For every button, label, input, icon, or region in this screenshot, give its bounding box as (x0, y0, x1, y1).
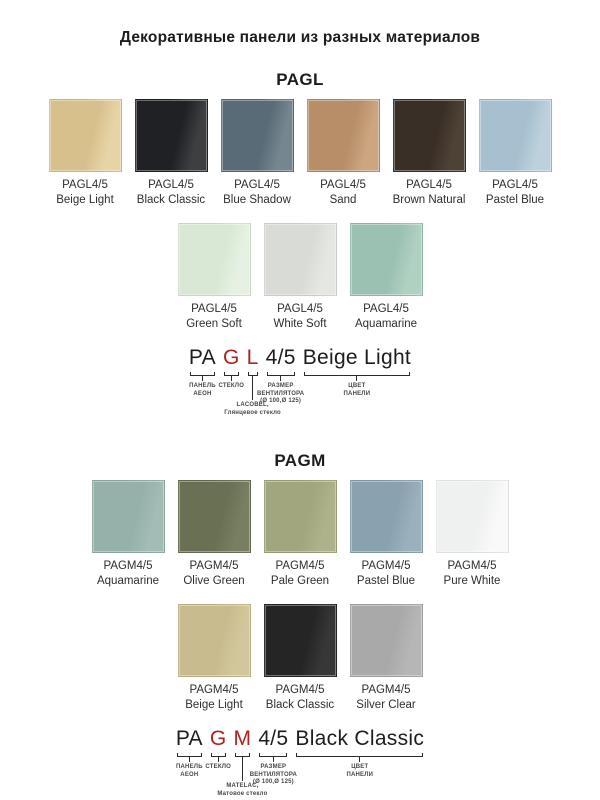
legend-segment-color (295, 727, 424, 779)
legend-label-line: РАЗМЕР (260, 764, 287, 770)
color-chip (178, 604, 251, 677)
swatch-caption (459, 178, 572, 208)
legend-label-line: Глянцевое стекло (224, 409, 281, 416)
pointer-line (280, 376, 281, 381)
pointer-line (202, 376, 203, 381)
page-title: Декоративные панели из разных материалов (119, 29, 481, 46)
swatch-pagm-pure-white (436, 480, 509, 589)
color-chip (350, 604, 423, 677)
swatch-name: Green Soft (186, 318, 242, 330)
legend-code-text: L (246, 346, 259, 369)
swatch-code: PAGL4/5 (277, 303, 323, 315)
color-chip (350, 223, 423, 296)
color-chip (393, 99, 466, 172)
legend-code-text: M (233, 727, 252, 750)
legend-label-line: ЦВЕТ (351, 764, 369, 770)
color-chip (135, 99, 208, 172)
swatch-pagl-pastel-blue (479, 99, 552, 208)
legend-segment-g (205, 727, 231, 772)
legend-code-text: G (222, 346, 240, 369)
swatch-name: Pure White (443, 575, 501, 587)
swatch-pagl-brown-natural (393, 99, 466, 208)
swatch-code: PAGL4/5 (406, 179, 452, 191)
legend-code-text: G (209, 727, 227, 750)
legend-label-line: ВЕНТИЛЯТОРА (249, 771, 298, 778)
swatch-pagl-black-classic (135, 99, 208, 208)
swatch-code: PAGL4/5 (320, 179, 366, 191)
swatch-pagl-beige-light (49, 99, 122, 208)
legend-segment-m (217, 727, 268, 798)
legend-label-line: ПАНЕЛИ (346, 771, 374, 778)
legend-code-text: 4/5 (265, 346, 296, 369)
swatch-caption (416, 559, 529, 589)
swatch-name: White Soft (273, 318, 327, 330)
swatch-code: PAGL4/5 (492, 179, 538, 191)
legend-label-line: Матовое стекло (217, 790, 268, 797)
pointer-line (231, 376, 232, 381)
legend-segment-size (256, 346, 305, 406)
swatch-code: PAGL4/5 (62, 179, 108, 191)
swatch-name: Olive Green (183, 575, 245, 587)
color-chip (307, 99, 380, 172)
color-chip (479, 99, 552, 172)
legend-label-line: (Ø 100,Ø 125) (252, 779, 294, 785)
legend-label-line: ПАНЕЛЬ (189, 383, 216, 389)
legend-segment-pa (189, 346, 216, 398)
legend-code-text: PA (188, 346, 216, 369)
legend-label-line: ЦВЕТ (348, 383, 366, 389)
legend-code-text: Black Classic (295, 727, 425, 750)
swatch-name: Blue Shadow (223, 194, 291, 206)
swatch-code: PAGM4/5 (361, 684, 411, 696)
legend-segment-pa (176, 727, 203, 779)
color-chip (436, 480, 509, 553)
swatch-name: Pastel Blue (485, 194, 545, 206)
pagm-row-1 (0, 480, 600, 589)
section-pagl-heading: PAGL (276, 70, 324, 89)
swatch-name: Black Classic (136, 194, 206, 206)
swatch-pagm-black-classic (264, 604, 337, 713)
color-chip (49, 99, 122, 172)
legend-code-text: 4/5 (258, 727, 289, 750)
legend-label-line: ПАНЕЛЬ (176, 764, 203, 770)
swatch-name: Black Classic (265, 699, 335, 711)
swatch-name: Brown Natural (392, 194, 466, 206)
legend-code-text: PA (175, 727, 203, 750)
color-chip (221, 99, 294, 172)
swatch-code: PAGL4/5 (234, 179, 280, 191)
swatch-code: PAGM4/5 (189, 684, 239, 696)
legend-label-line: АЕОН (180, 771, 199, 778)
swatch-pagl-white-soft (264, 223, 337, 332)
swatch-pagl-aquamarine (350, 223, 423, 332)
legend-label-line: LACOBEL, (236, 402, 269, 408)
swatch-code: PAGM4/5 (189, 560, 239, 572)
legend-label-line: СТЕКЛО (205, 764, 231, 770)
swatch-pagl-blue-shadow (221, 99, 294, 208)
swatch-code: PAGM4/5 (103, 560, 153, 572)
legend-label-line: СТЕКЛО (218, 383, 245, 389)
color-chip (178, 223, 251, 296)
swatch-code: PAGM4/5 (447, 560, 497, 572)
pagm-code-legend (0, 727, 600, 798)
swatch-pagm-beige-light (178, 604, 251, 713)
swatch-pagl-sand (307, 99, 380, 208)
color-chip (92, 480, 165, 553)
swatch-pagm-pale-green (264, 480, 337, 589)
legend-segment-size (249, 727, 298, 787)
pointer-line (189, 757, 190, 762)
swatch-name: Silver Clear (356, 699, 416, 711)
section-pagm-heading: PAGM (274, 451, 326, 470)
swatch-name: Sand (329, 194, 357, 206)
pointer-line (359, 757, 360, 762)
pagm-row-2 (0, 604, 600, 713)
legend-segment-color (303, 346, 411, 398)
swatch-code: PAGL4/5 (191, 303, 237, 315)
swatch-name: Aquamarine (96, 575, 159, 587)
swatch-name: Aquamarine (354, 318, 417, 330)
swatch-pagm-pastel-blue (350, 480, 423, 589)
pointer-line (242, 757, 243, 781)
pagl-code-legend (0, 346, 600, 417)
section-pagm (0, 451, 600, 798)
legend-label-line: АЕОН (193, 390, 212, 397)
section-pagl (0, 70, 600, 417)
swatch-name: Pastel Blue (356, 575, 416, 587)
swatch-code: PAGM4/5 (361, 560, 411, 572)
color-chip (264, 223, 337, 296)
legend-label-line: ПАНЕЛИ (343, 390, 371, 397)
legend-label-line: ВЕНТИЛЯТОРА (256, 390, 305, 397)
swatch-code: PAGL4/5 (363, 303, 409, 315)
legend-label-line: РАЗМЕР (267, 383, 294, 389)
swatch-code: PAGL4/5 (148, 179, 194, 191)
swatch-pagl-green-soft (178, 223, 251, 332)
swatch-pagm-olive-green (178, 480, 251, 589)
color-chip (178, 480, 251, 553)
swatch-code: PAGM4/5 (275, 684, 325, 696)
color-chip (264, 480, 337, 553)
pointer-line (218, 757, 219, 762)
legend-segment-g (218, 346, 245, 391)
swatch-caption (330, 683, 443, 713)
swatch-code: PAGM4/5 (275, 560, 325, 572)
swatch-name: Pale Green (270, 575, 330, 587)
legend-label-line: MATELAC, (226, 783, 259, 789)
pointer-line (356, 376, 357, 381)
pagl-row-2 (0, 223, 600, 332)
pointer-line (273, 757, 274, 762)
swatch-name: Beige Light (56, 194, 114, 206)
color-chip (350, 480, 423, 553)
legend-code-text: Beige Light (302, 346, 412, 369)
swatch-pagm-aquamarine (92, 480, 165, 589)
legend-label-line: (Ø 100,Ø 125) (260, 398, 302, 404)
swatch-caption (330, 302, 443, 332)
pointer-line (252, 376, 253, 400)
swatch-name: Beige Light (185, 699, 243, 711)
pagl-row-1 (0, 99, 600, 208)
swatch-pagm-silver-clear (350, 604, 423, 713)
color-chip (264, 604, 337, 677)
